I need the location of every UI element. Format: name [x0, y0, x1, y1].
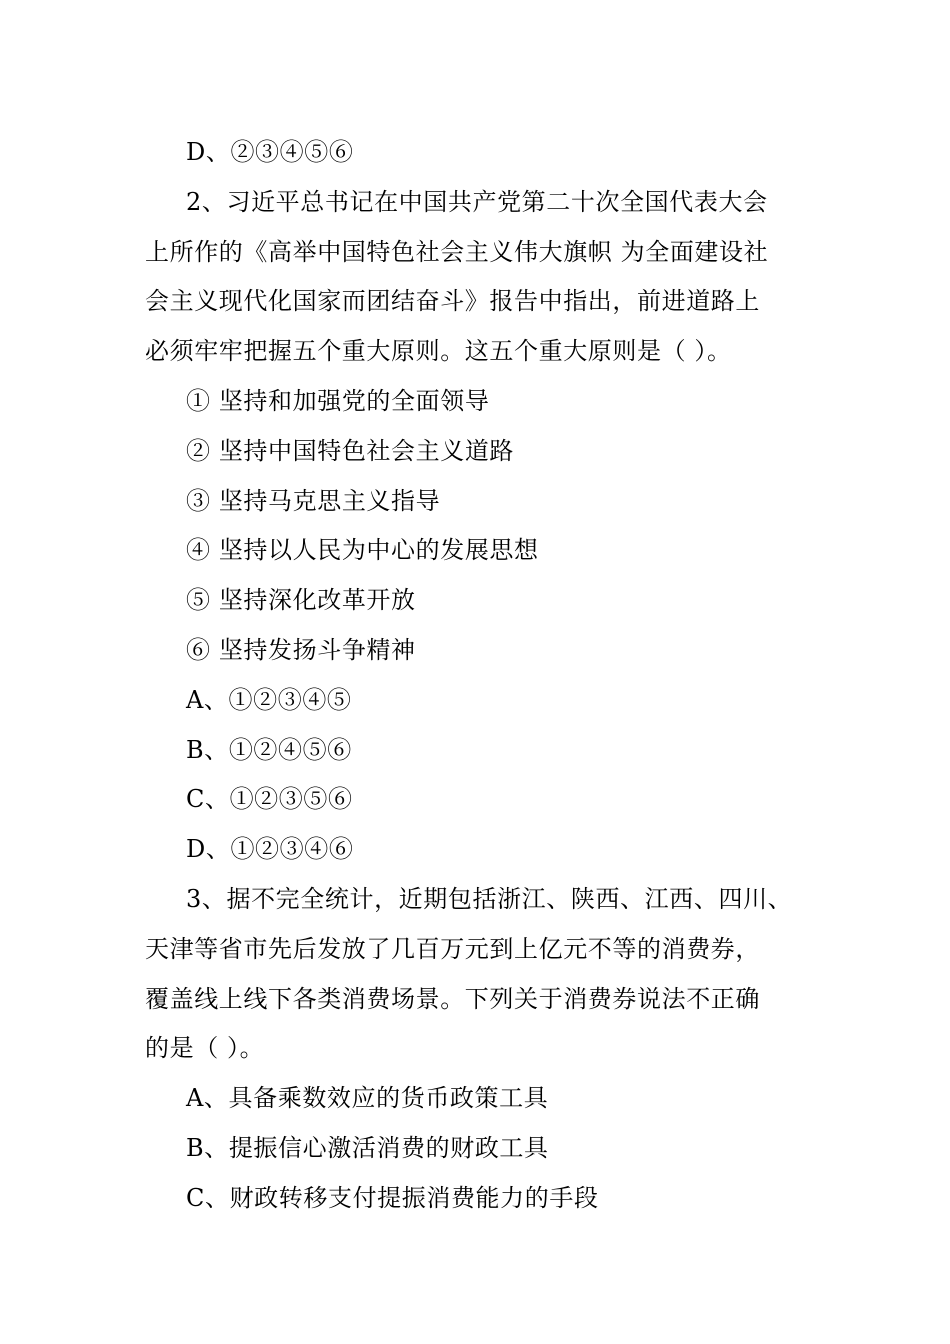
question-3-option-c: C、财政转移支付提振消费能力的手段	[186, 1183, 599, 1212]
question-2-option-c: C、①②③⑤⑥	[186, 785, 353, 814]
question-2-option-d: D、①②③④⑥	[186, 835, 354, 864]
question-2-text-line-2: 上所作的《高举中国特色社会主义伟大旗帜 为全面建设社	[145, 237, 769, 266]
question-3-text-line-3: 覆盖线上线下各类消费场景。下列关于消费券说法不正确	[145, 984, 760, 1013]
question-2-statement-2: ② 坚持中国特色社会主义道路	[186, 436, 515, 465]
question-3-text-line-2: 天津等省市先后发放了几百万元到上亿元不等的消费券，	[145, 934, 760, 963]
question-2-option-b: B、①②④⑤⑥	[186, 735, 352, 764]
question-2-statement-5: ⑤ 坚持深化改革开放	[186, 586, 416, 615]
question-2-statement-1: ① 坚持和加强党的全面领导	[186, 386, 490, 415]
question-2-statement-4: ④ 坚持以人民为中心的发展思想	[186, 536, 539, 565]
question-2-text-line-3: 会主义现代化国家而团结奋斗》报告中指出，前进道路上	[145, 287, 760, 316]
question-3-option-a: A、具备乘数效应的货币政策工具	[186, 1084, 549, 1113]
document-page	[145, 128, 810, 1224]
question-2-text-line-4: 必须牢牢把握五个重大原则。这五个重大原则是（ ）。	[145, 337, 732, 366]
question-2-statement-6: ⑥ 坚持发扬斗争精神	[186, 635, 416, 664]
question-3-text-line-4: 的是（ ）。	[145, 1034, 265, 1063]
question-2-statement-3: ③ 坚持马克思主义指导	[186, 486, 441, 515]
question-3-option-b: B、提振信心激活消费的财政工具	[186, 1133, 549, 1162]
question-3-text-line-1: 3、据不完全统计，近期包括浙江、陕西、江西、四川、	[186, 884, 793, 913]
question-2-text-line-1: 2、习近平总书记在中国共产党第二十次全国代表大会	[186, 187, 768, 216]
prev-option-d: D、②③④⑤⑥	[186, 138, 354, 166]
question-2-option-a: A、①②③④⑤	[186, 685, 352, 714]
